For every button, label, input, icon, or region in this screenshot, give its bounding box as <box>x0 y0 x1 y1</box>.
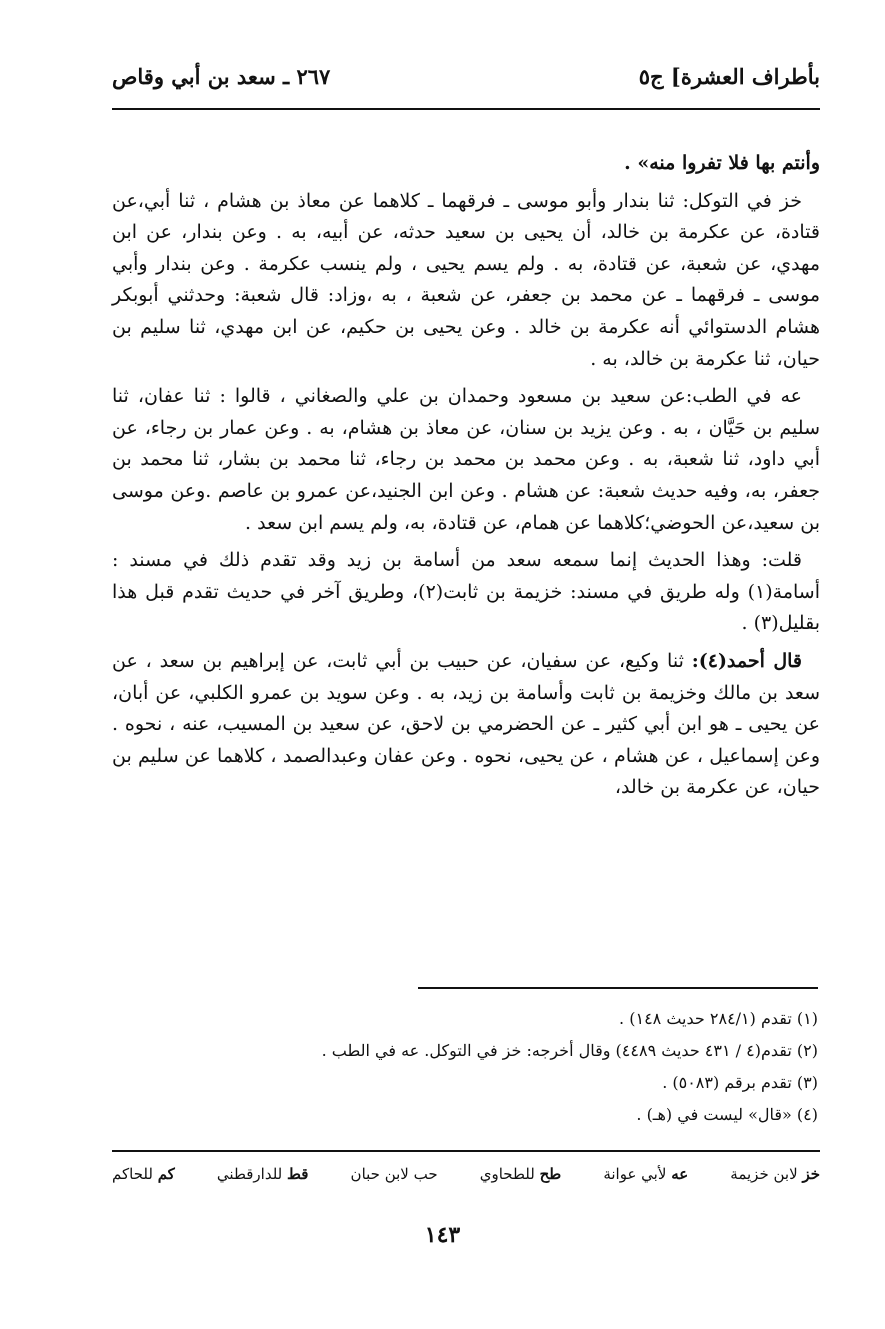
abbreviation-rule <box>112 1150 820 1152</box>
paragraph-1 <box>112 148 820 180</box>
paragraph-lead: قال أحمد(٤): <box>691 649 802 672</box>
abbr-name: للطحاوي <box>479 1165 535 1183</box>
abbr-code: حب <box>413 1165 438 1183</box>
paragraph-2 <box>112 186 820 376</box>
paragraph-text: خز في التوكل: ثنا بندار وأبو موسى ـ فرقهما ـ كلاهما عن معاذ بن هشام ، ثنا أبي،عن قتادة، عن عكرمة بن خالد، أن يحيى بن سعيد حدثه، عن أبيه، به . وعن بندار، عن ابن مهدي، عن شعبة، عن قتادة، به . ولم يسم يحيى ، ولم ينسب عكرمة . وعن بندار وأبي موسى ـ فرقهما ـ عن محمد بن جعفر، عن شعبة ، به ،وزاد: قال شعبة: وحدثني أبوبكر هشام الدستوائي أنه عكرمة بن خالد . وعن يحيى بن حكيم، عن ابن مهدي، ثنا سليم بن حيان، ثنا عكرمة بن خالد، به . <box>112 189 820 370</box>
footnote-1: (١) تقدم (٢٨٤/١ حديث ١٤٨) . <box>619 1009 818 1028</box>
abbr-code: قط <box>287 1165 309 1183</box>
abbr-name: لابن خزيمة <box>730 1165 798 1183</box>
abbr-item <box>730 1165 820 1183</box>
footnote-3: (٣) تقدم برقم (٥٠٨٣) . <box>662 1073 818 1092</box>
running-header <box>112 58 820 98</box>
abbr-code: كم <box>157 1165 175 1183</box>
abbr-code: عه <box>671 1165 689 1183</box>
paragraph-5 <box>112 646 820 804</box>
abbr-name: للحاكم <box>112 1165 153 1183</box>
footnotes <box>112 1003 818 1131</box>
abbr-name: لأبي عوانة <box>603 1165 667 1183</box>
paragraph-text: قلت: وهذا الحديث إنما سمعه سعد من أسامة بن زيد وقد تقدم ذلك في مسند : أسامة(١) وله طريق في مسند: خزيمة بن ثابت(٢)، وطريق آخر في حديث تقدم قبل هذا بقليل(٣) . <box>112 549 820 635</box>
footnote-4: (٤) «قال» ليست في (هـ) . <box>636 1105 818 1124</box>
header-book-title: بأطراف العشرة] ج٥ <box>638 64 820 89</box>
header-section-title: ٢٦٧ ـ سعد بن أبي وقاص <box>112 64 331 89</box>
footnote-2: (٢) تقدم(٤ / ٤٣١ حديث ٤٤٨٩) وقال أخرجه: خز في التوكل. عه في الطب . <box>321 1041 818 1060</box>
abbr-item <box>603 1165 688 1183</box>
page-number: ١٤٣ <box>424 1222 461 1248</box>
paragraph-text: عه في الطب:عن سعيد بن مسعود وحمدان بن علي والصغاني ، قالوا : ثنا عفان، ثنا سليم بن حَيَّان ، به . وعن يزيد بن سنان، عن معاذ بن هشام، به . وعن عمار بن رجاء، عن أبي داود، ثنا شعبة، به . وعن محمد بن محمد بن رجاء، ثنا محمد بن بشار، ثنا محمد بن جعفر، به، وفيه حديث شعبة: عن هشام . وعن ابن الجنيد،عن عمرو بن عاصم .وعن موسى بن سعيد،عن الحوضي؛كلاهما عن همام، عن قتادة، به، ولم يسم ابن سعد . <box>112 385 820 534</box>
paragraph-lead: وأنتم بها فلا تفروا منه» . <box>624 152 820 174</box>
body-text <box>112 148 820 810</box>
abbr-name: لابن حبان <box>350 1165 409 1183</box>
abbr-item <box>217 1165 309 1183</box>
abbreviation-key <box>112 1165 820 1183</box>
abbr-name: للدارقطني <box>216 1165 283 1183</box>
paragraph-4 <box>112 545 820 640</box>
abbr-item <box>480 1165 561 1183</box>
paragraph-3 <box>112 381 820 539</box>
abbr-item <box>351 1165 438 1183</box>
paragraph-text: ثنا وكيع، عن سفيان، عن حبيب بن أبي ثابت، عن إبراهيم بن سعد ، عن سعد بن مالك وخزيمة بن ثابت وأسامة بن زيد، به . وعن سويد بن عمرو الكلبي، عن أبان، عن يحيى ـ هو ابن أبي كثير ـ عن الحضرمي بن لاحق، عن سعيد بن المسيب، عنه ، نحوه . وعن إسماعيل ، عن هشام ، عن يحيى، نحوه . وعن عفان وعبدالصمد ، كلاهما عن سليم بن حيان، عن عكرمة بن خالد، <box>112 649 820 799</box>
abbr-item <box>112 1165 175 1183</box>
abbr-code: خز <box>802 1165 820 1183</box>
header-rule <box>112 108 820 110</box>
footnote-rule <box>418 987 818 989</box>
abbr-code: طح <box>539 1165 562 1183</box>
